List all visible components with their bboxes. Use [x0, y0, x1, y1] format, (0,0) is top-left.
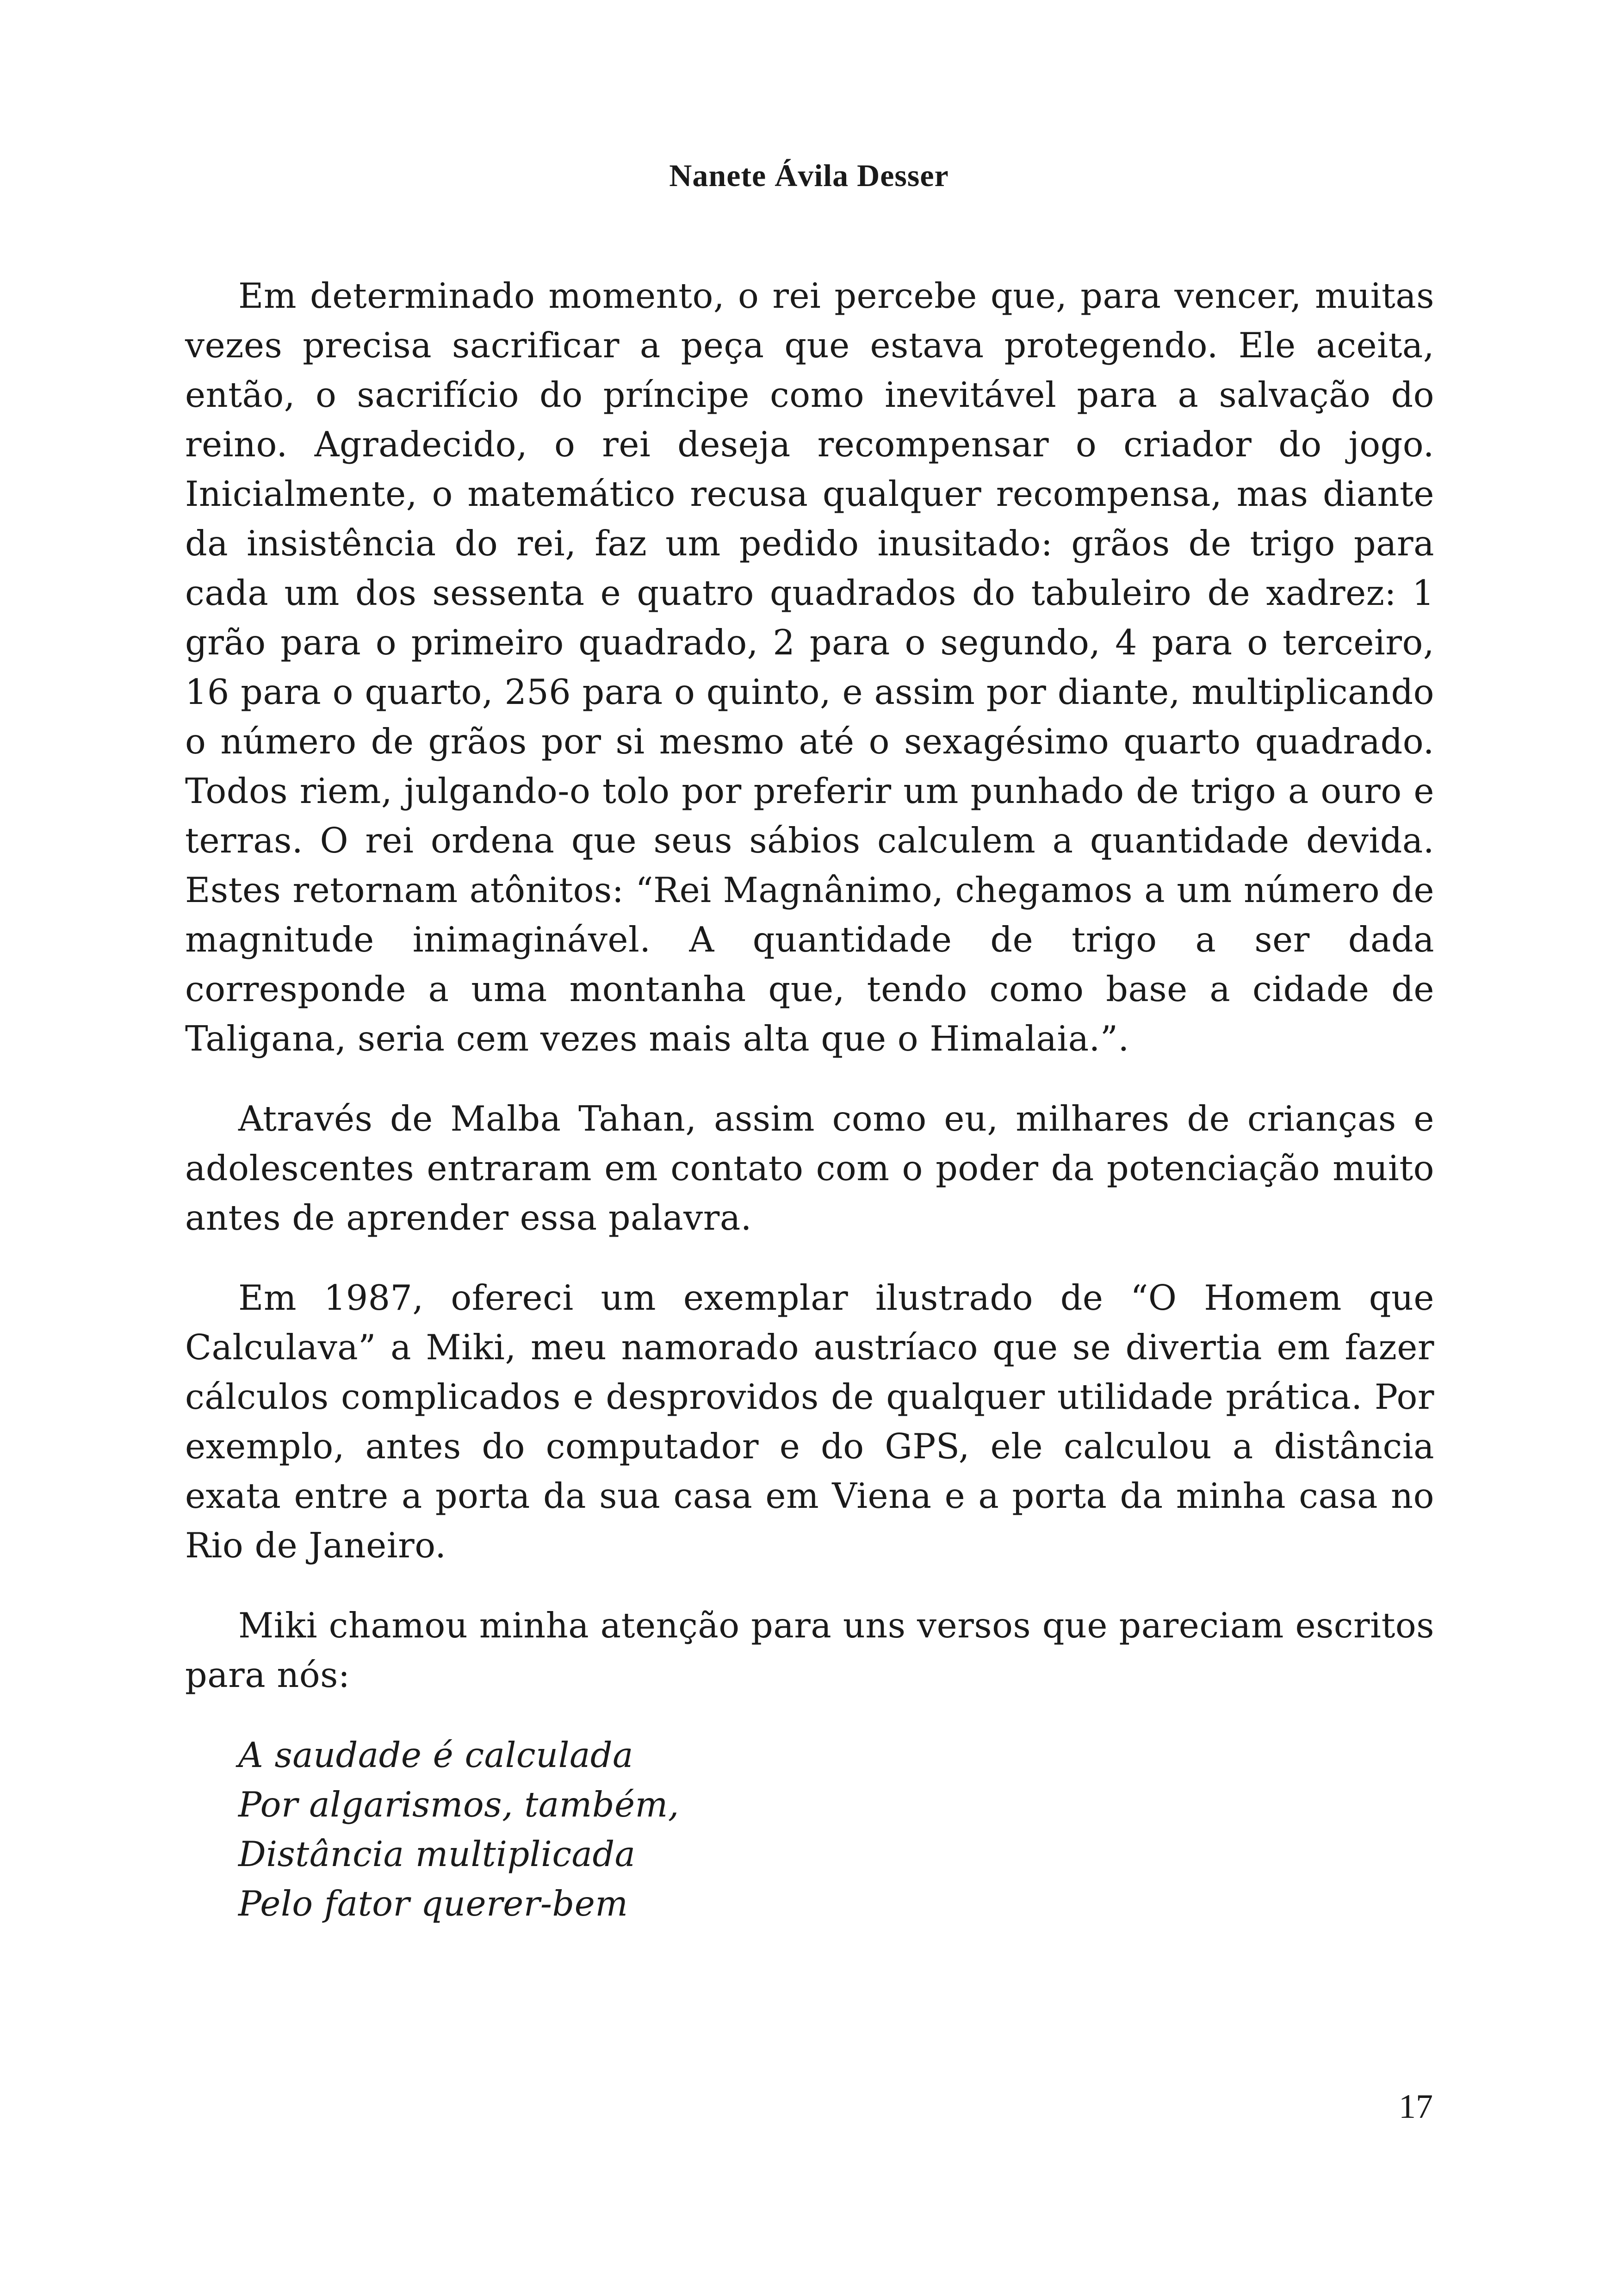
paragraph-malba-tahan: Através de Malba Tahan, assim como eu, milhares de crianças e adolescentes entraram em contato com o poder da potenciação muito antes de aprender essa palavra. [185, 1099, 1434, 1238]
page-number: 17 [1399, 2088, 1433, 2126]
paragraph-verses-intro: Miki chamou minha atenção para uns versos que pareciam escritos para nós: [185, 1605, 1434, 1695]
verse-line: A saudade é calculada [238, 1735, 633, 1775]
paragraph-chess-legend: Em determinado momento, o rei percebe que, para vencer, muitas vezes precisa sacrificar a peça que estava protegendo. Ele aceita, então, o sacrifício do príncipe como inevitável para a salvação do reino. Agradecido, o rei deseja recompensar o criador do jogo. Inicialmente, o matemático recusa qualquer recompensa, mas diante da insistência do rei, faz um pedido inusitado: grãos de trigo para cada um dos sessenta e quatro quadrados do tabuleiro de xadrez: 1 grão para o primeiro quadrado, 2 para o segundo, 4 para o terceiro, 16 para o quarto, 256 para o quinto, e assim por diante, multiplicando o número de grãos por si mesmo até o sexagésimo quarto quadrado. Todos riem, julgando-o tolo por preferir um punhado de trigo a ouro e terras. O rei ordena que seus sábios calculem a quantidade devida. Estes retornam atônitos: “Rei Magnânimo, chegamos a um número de magnitude inimaginável. A quantidade de trigo a ser dada corresponde a uma montanha que, tendo como base a cidade de Taligana, seria cem vezes mais alta que o Himalaia.”. [185, 276, 1434, 1059]
running-header-author: Nanete Ávila Desser [669, 158, 949, 193]
body-text [185, 271, 1434, 1929]
verse-block [238, 1730, 1434, 1929]
verse-line: Por algarismos, também, [238, 1785, 679, 1825]
verse-line: Pelo fator querer-bem [238, 1884, 628, 1924]
paragraph-miki-gift: Em 1987, ofereci um exemplar ilustrado de “O Homem que Calculava” a Miki, meu namorado austríaco que se divertia em fazer cálculos complicados e desprovidos de qualquer utilidade prática. Por exemplo, antes do computador e do GPS, ele calculou a distância exata entre a porta da sua casa em Viena e a porta da minha casa no Rio de Janeiro. [185, 1278, 1434, 1566]
verse-line: Distância multiplicada [238, 1834, 636, 1874]
